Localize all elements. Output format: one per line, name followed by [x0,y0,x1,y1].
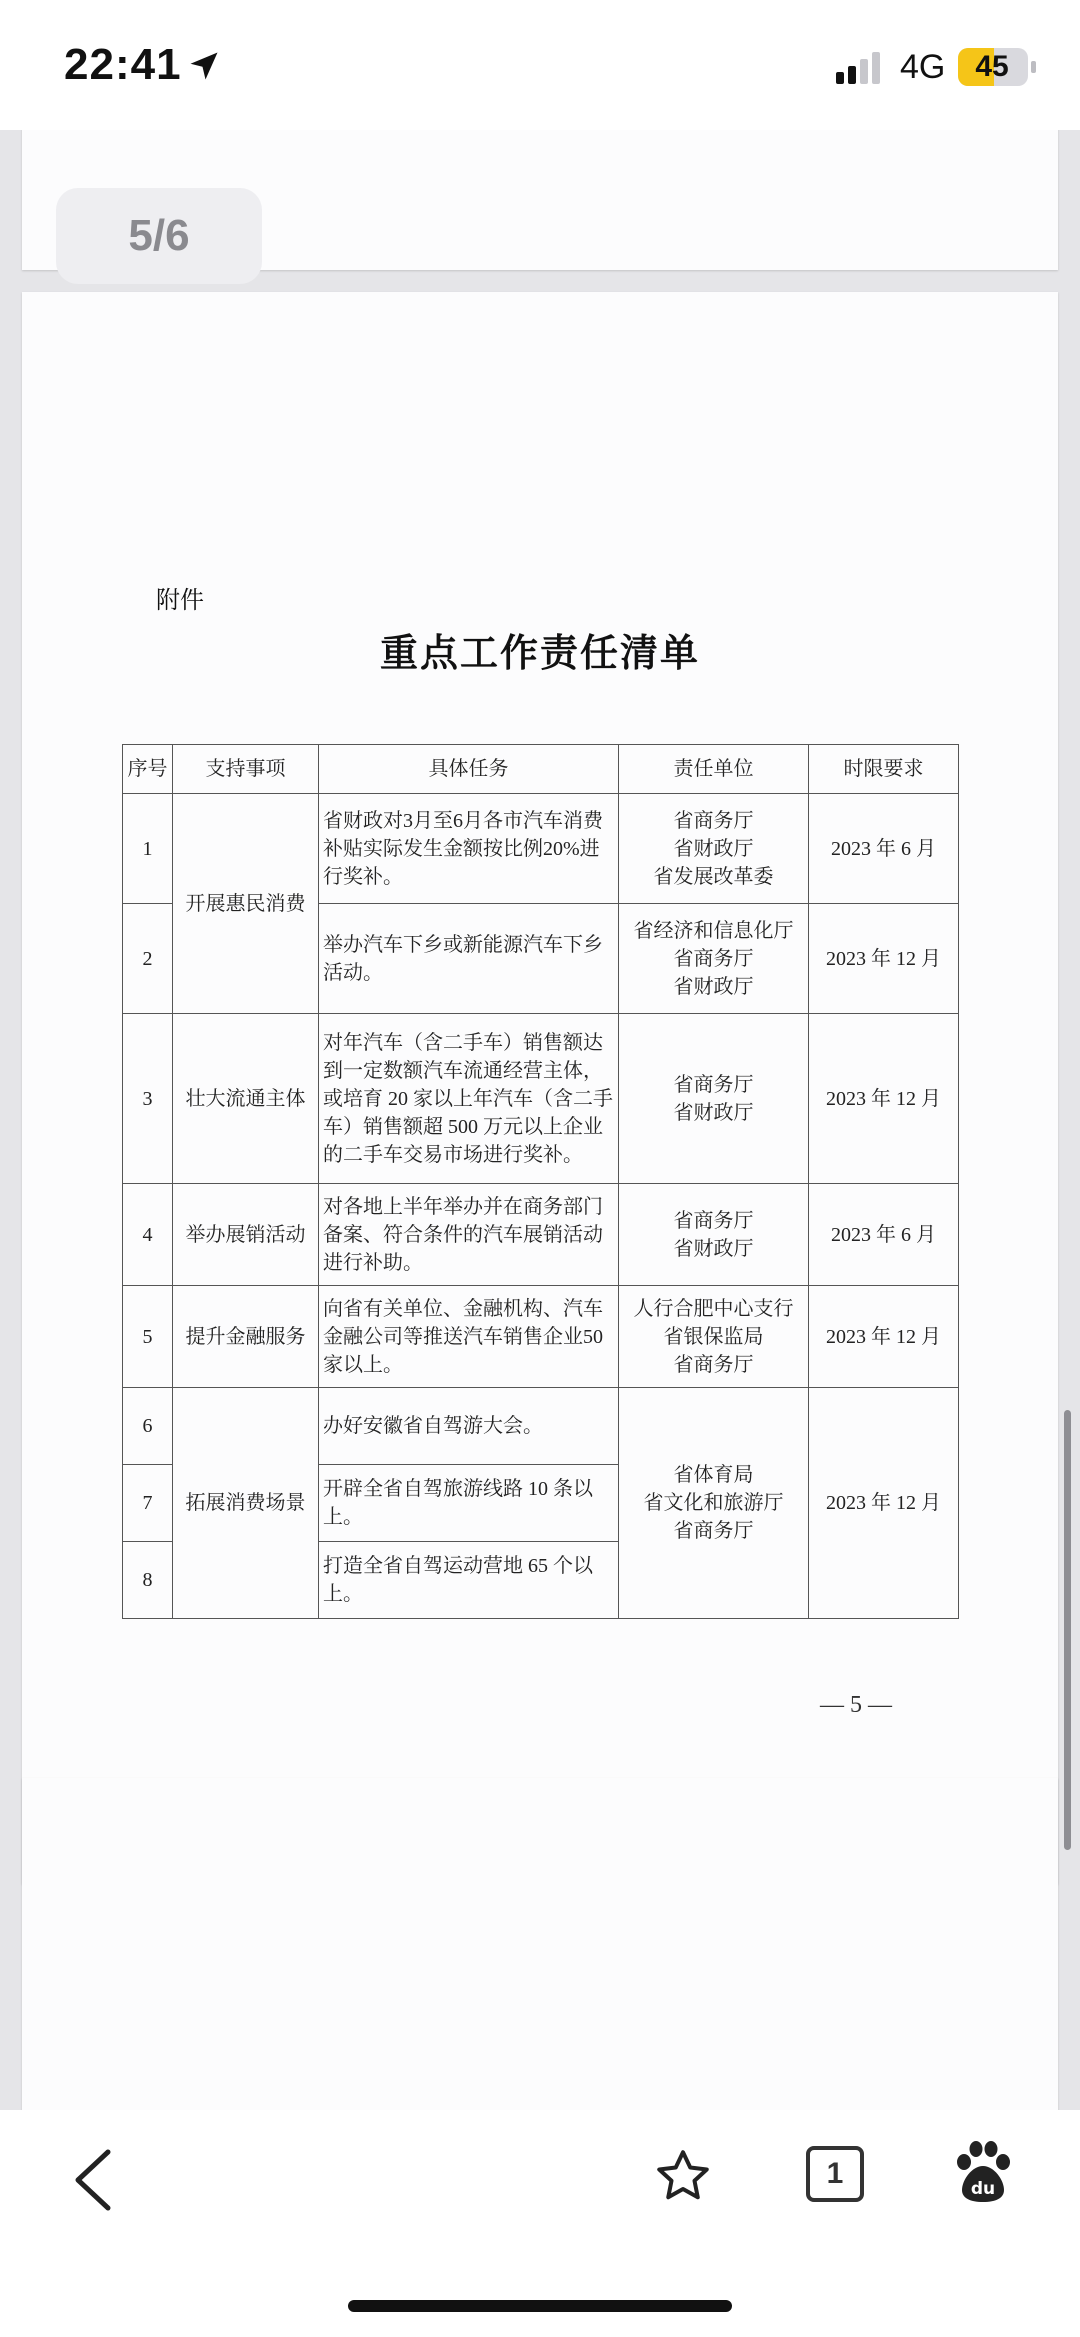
table-row [123,1388,959,1465]
home-indicator[interactable] [348,2300,732,2312]
status-time: 22:41 [64,40,182,89]
row-deadline: 2023 年 12 月 [809,904,959,1014]
row-task: 向省有关单位、金融机构、汽车金融公司等推送汽车销售企业50家以上。 [319,1286,619,1388]
row-item: 开展惠民消费 [173,794,319,1014]
document-viewer[interactable] [0,130,1080,2110]
baidu-paw-icon[interactable] [952,2140,1014,2204]
row-no: 6 [123,1388,173,1465]
row-task: 开辟全省自驾旅游线路 10 条以上。 [319,1465,619,1542]
row-no: 3 [123,1014,173,1184]
unit: 省财政厅 [673,1237,754,1260]
row-deadline: 2023 年 12 月 [809,1014,959,1184]
row-deadline: 2023 年 12 月 [809,1286,959,1388]
unit: 省文化和旅游厅 [643,1492,784,1514]
signal-icon [836,52,888,84]
unit: 省财政厅 [673,975,754,998]
row-task: 举办汽车下乡或新能源汽车下乡活动。 [319,904,619,1014]
header-deadline: 时限要求 [809,745,959,794]
unit: 省商务厅 [673,1353,754,1376]
row-task: 对各地上半年举办并在商务部门备案、符合条件的汽车展销活动进行补助。 [319,1184,619,1286]
row-no: 7 [123,1465,173,1542]
row-units [619,904,809,1014]
table-row [123,1014,959,1184]
row-no: 1 [123,794,173,904]
unit: 省商务厅 [673,1520,754,1542]
table-row [123,1286,959,1388]
unit: 省发展改革委 [653,865,774,888]
row-deadline: 2023 年 6 月 [809,794,959,904]
row-task: 办好安徽省自驾游大会。 [319,1388,619,1465]
current-page-number: — 5 — [820,1692,892,1718]
row-task: 对年汽车（含二手车）销售额达到一定数额汽车流通经营主体，或培育 20 家以上年汽车（含二手车）销售额超 500 万元以上企业的二手车交易市场进行奖补。 [319,1014,619,1184]
unit: 省商务厅 [673,1209,754,1232]
row-item: 拓展消费场景 [173,1388,319,1619]
row-task: 省财政对3月至6月各市汽车消费补贴实际发生金额按比例20%进行奖补。 [319,794,619,904]
row-no: 4 [123,1184,173,1286]
row-units [619,1184,809,1286]
tabs-icon[interactable]: 1 [806,2146,864,2202]
unit: 省银保监局 [663,1325,764,1348]
header-task: 具体任务 [319,745,619,794]
location-arrow-icon [186,48,222,84]
row-units [619,794,809,904]
unit: 省商务厅 [673,809,754,832]
row-task: 打造全省自驾运动营地 65 个以上。 [319,1542,619,1619]
row-units [619,1014,809,1184]
row-deadline: 2023 年 6 月 [809,1184,959,1286]
network-type: 4G [900,48,946,86]
responsibility-table [122,744,959,1619]
svg-text:du: du [970,2179,996,2199]
row-units [619,1286,809,1388]
scrollbar[interactable] [1064,1410,1071,1850]
current-page [22,292,1058,1884]
table-header-row [123,745,959,794]
back-icon[interactable] [70,2148,118,2212]
page-indicator: 5/6 [56,188,262,284]
favorite-star-icon[interactable] [652,2146,714,2206]
row-no: 2 [123,904,173,1014]
table-row [123,794,959,904]
header-item: 支持事项 [173,745,319,794]
row-item: 提升金融服务 [173,1286,319,1388]
battery-level: 45 [975,50,1009,83]
header-no: 序号 [123,745,173,794]
row-units [619,1388,809,1619]
row-item: 壮大流通主体 [173,1014,319,1184]
status-bar [0,0,1080,130]
annex-label: 附件 [156,588,204,614]
unit: 省体育局 [673,1464,754,1486]
row-no: 5 [123,1286,173,1388]
document-title: 重点工作责任清单 [379,633,700,675]
table-row [123,1184,959,1286]
unit: 省财政厅 [673,1101,754,1124]
next-page [22,1778,1058,2110]
unit: 人行合肥中心支行 [633,1297,794,1320]
row-item: 举办展销活动 [173,1184,319,1286]
row-no: 8 [123,1542,173,1619]
unit: 省商务厅 [673,1073,754,1096]
unit: 省商务厅 [673,947,754,970]
header-units: 责任单位 [619,745,809,794]
unit: 省财政厅 [673,837,754,860]
row-deadline: 2023 年 12 月 [809,1388,959,1619]
unit: 省经济和信息化厅 [633,919,794,942]
